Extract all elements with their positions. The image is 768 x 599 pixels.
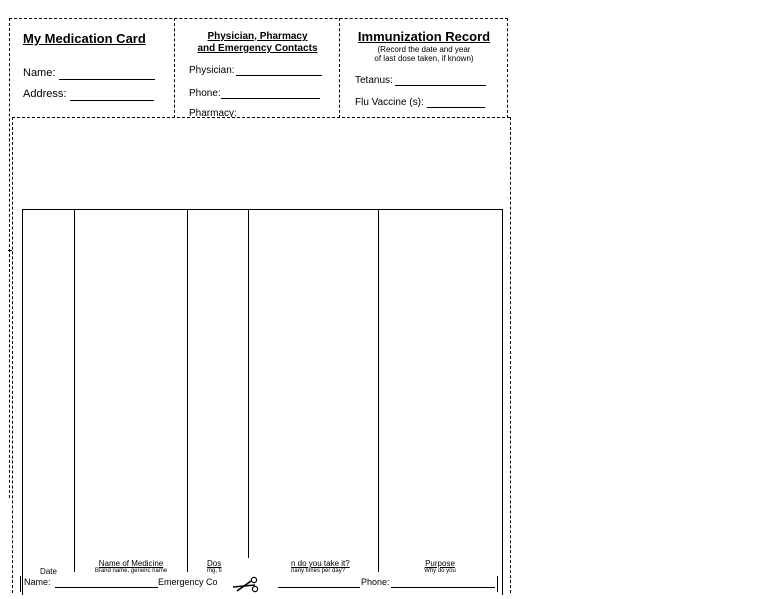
col-header-purpose bbox=[379, 559, 501, 575]
contacts-phone-line[interactable] bbox=[221, 98, 320, 99]
footer-left-bar bbox=[20, 576, 21, 592]
col-purpose-sub: Why do you bbox=[424, 568, 456, 574]
lower-frame-top bbox=[12, 117, 510, 118]
immunization-tetanus-line[interactable] bbox=[395, 85, 486, 86]
medication-table bbox=[22, 209, 503, 595]
card-name-label: Name: bbox=[23, 67, 56, 79]
col-header-date: Date bbox=[40, 567, 57, 576]
footer-name-line[interactable] bbox=[55, 587, 158, 588]
col-purpose-title: Purpose bbox=[425, 559, 455, 568]
table-col-divider-3 bbox=[248, 209, 249, 558]
lower-frame-right bbox=[510, 117, 511, 593]
contacts-title-line1: Physician, Pharmacy bbox=[207, 31, 308, 42]
card-address-label: Address: bbox=[23, 88, 67, 100]
col-header-medicine bbox=[75, 559, 187, 575]
footer-emergency-line[interactable] bbox=[278, 587, 360, 588]
immunization-flu-label: Flu Vaccine (s): bbox=[355, 97, 424, 108]
immunization-flu-line[interactable] bbox=[427, 107, 485, 108]
top-frame-right bbox=[507, 18, 508, 118]
table-col-divider-2 bbox=[187, 209, 188, 572]
card-address-line[interactable] bbox=[70, 100, 154, 101]
table-col-divider-4 bbox=[378, 209, 379, 572]
contacts-pharmacy-clip bbox=[189, 108, 237, 117]
table-col-divider-1 bbox=[74, 209, 75, 572]
col-dose-sub: mg, ti bbox=[207, 568, 222, 574]
col-header-dose bbox=[188, 559, 248, 575]
immunization-subtitle bbox=[341, 45, 507, 63]
immunization-sub-line1: (Record the date and year bbox=[377, 45, 471, 54]
contacts-physician-line[interactable] bbox=[236, 75, 322, 76]
contacts-title-line2: and Emergency Contacts bbox=[197, 43, 318, 54]
col-medicine-title: Name of Medicine bbox=[98, 559, 164, 568]
contacts-pharmacy-label: Pharmacy: bbox=[189, 108, 237, 117]
contacts-phone-label: Phone: bbox=[189, 88, 221, 99]
footer-name-label: Name: bbox=[24, 577, 51, 587]
left-tick bbox=[8, 250, 12, 251]
card-title: My Medication Card bbox=[23, 31, 146, 46]
immunization-sub-line2: of last dose taken, if known) bbox=[374, 54, 474, 63]
top-divider-2 bbox=[339, 18, 340, 118]
col-when-title: n do you take it? bbox=[291, 559, 350, 568]
footer-phone-line[interactable] bbox=[391, 587, 495, 588]
scissors-icon bbox=[231, 576, 259, 594]
top-divider-1 bbox=[174, 18, 175, 118]
contacts-physician-label: Physician: bbox=[189, 65, 235, 76]
col-when-sub: nany times per day? bbox=[291, 568, 346, 574]
footer-right-bar bbox=[497, 576, 498, 592]
col-dose-title: Dos bbox=[207, 559, 222, 568]
footer-phone-label: Phone: bbox=[361, 577, 390, 587]
top-frame-left bbox=[9, 18, 10, 498]
card-name-line[interactable] bbox=[59, 79, 155, 80]
lower-frame-left bbox=[12, 117, 13, 593]
top-frame-top bbox=[9, 18, 508, 19]
col-medicine-sub: Brand name, generic name bbox=[94, 568, 168, 574]
immunization-tetanus-label: Tetanus: bbox=[355, 75, 393, 86]
immunization-title: Immunization Record bbox=[357, 29, 491, 44]
footer-emergency-label: Emergency Co bbox=[158, 577, 218, 587]
col-header-when bbox=[249, 559, 378, 575]
contacts-title bbox=[176, 31, 339, 55]
